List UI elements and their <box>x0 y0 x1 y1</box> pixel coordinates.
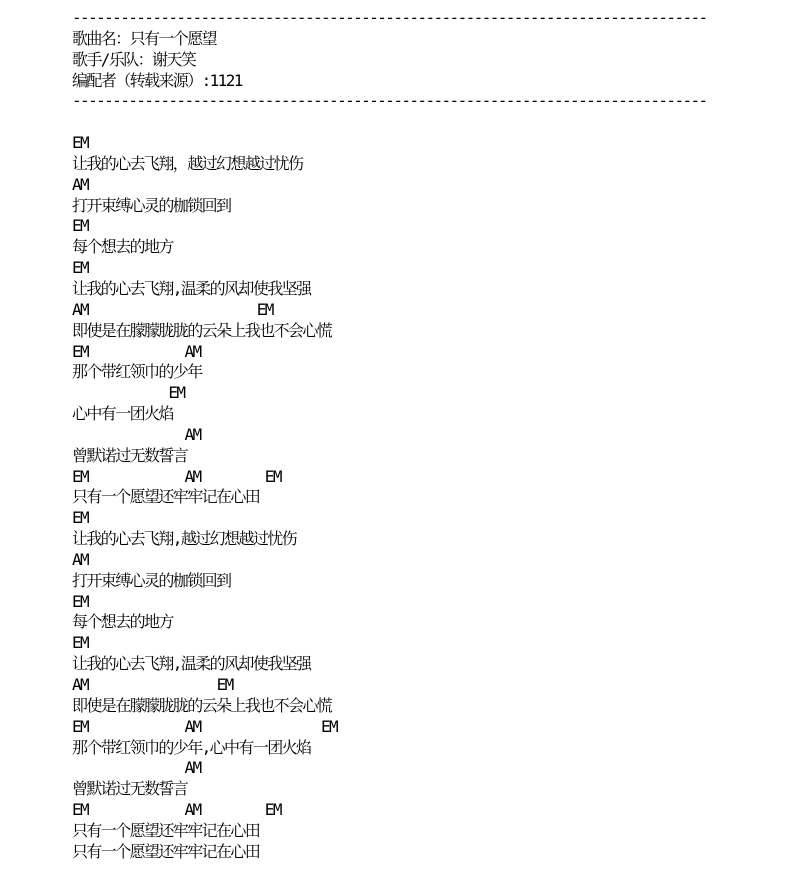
chord-line: EM <box>72 383 185 403</box>
chord-line: EM <box>72 508 89 528</box>
lyric-line: 心中有一团火焰 <box>72 404 173 424</box>
lyric-line: 即使是在朦朦胧胧的云朵上我也不会心慌 <box>72 320 332 340</box>
lyric-line: 曾默诺过无数誓言 <box>72 779 188 799</box>
chord-line: EM <box>72 633 89 653</box>
chord-line: AM EM <box>72 299 273 319</box>
chord-line: EM <box>72 258 89 278</box>
chord-line: AM <box>72 758 201 778</box>
lyric-line: 让我的心去飞翔,越过幻想越过忧伤 <box>72 529 297 549</box>
separator-line: ------------------------------------------------------------------------------- <box>72 91 707 111</box>
artist-line: 歌手/乐队：谢天笑 <box>72 49 196 69</box>
lyric-line: 那个带红领巾的少年,心中有一团火焰 <box>72 737 311 757</box>
lyric-line: 让我的心去飞翔,温柔的风却使我坚强 <box>72 278 311 298</box>
lyric-line: 打开束缚心灵的枷锁回到 <box>72 570 231 590</box>
chord-line: EM AM EM <box>72 800 281 820</box>
lyric-line: 只有一个愿望还牢牢记在心田 <box>72 820 260 840</box>
arranger-line: 编配者（转载来源）:1121 <box>72 70 242 90</box>
separator-line: ------------------------------------------------------------------------------- <box>72 8 707 27</box>
chord-line: EM AM <box>72 341 201 361</box>
chord-line: EM AM EM <box>72 466 281 486</box>
chord-line: EM <box>72 591 89 611</box>
lyric-line: 曾默诺过无数誓言 <box>72 445 188 465</box>
blank-line <box>72 112 793 133</box>
chord-line: EM <box>72 133 89 153</box>
chord-line: AM <box>72 174 89 194</box>
lyric-line: 只有一个愿望还牢牢记在心田 <box>72 487 260 507</box>
lyric-line: 让我的心去飞翔,温柔的风却使我坚强 <box>72 654 311 674</box>
chord-line: AM <box>72 424 201 444</box>
lyric-line: 即使是在朦朦胧胧的云朵上我也不会心慌 <box>72 695 332 715</box>
lyric-line: 那个带红领巾的少年 <box>72 362 202 382</box>
lyric-line: 让我的心去飞翔，越过幻想越过忧伤 <box>72 153 303 173</box>
song-title-line: 歌曲名：只有一个愿望 <box>72 28 217 48</box>
chord-line: AM <box>72 549 89 569</box>
lyric-line: 每个想去的地方 <box>72 612 173 632</box>
lyric-line: 打开束缚心灵的枷锁回到 <box>72 195 231 215</box>
lyric-line: 每个想去的地方 <box>72 237 173 257</box>
lyric-line: 只有一个愿望还牢牢记在心田 <box>72 841 260 861</box>
chord-line: EM AM EM <box>72 716 338 736</box>
chord-line: AM EM <box>72 675 233 694</box>
chord-line: EM <box>72 216 89 236</box>
